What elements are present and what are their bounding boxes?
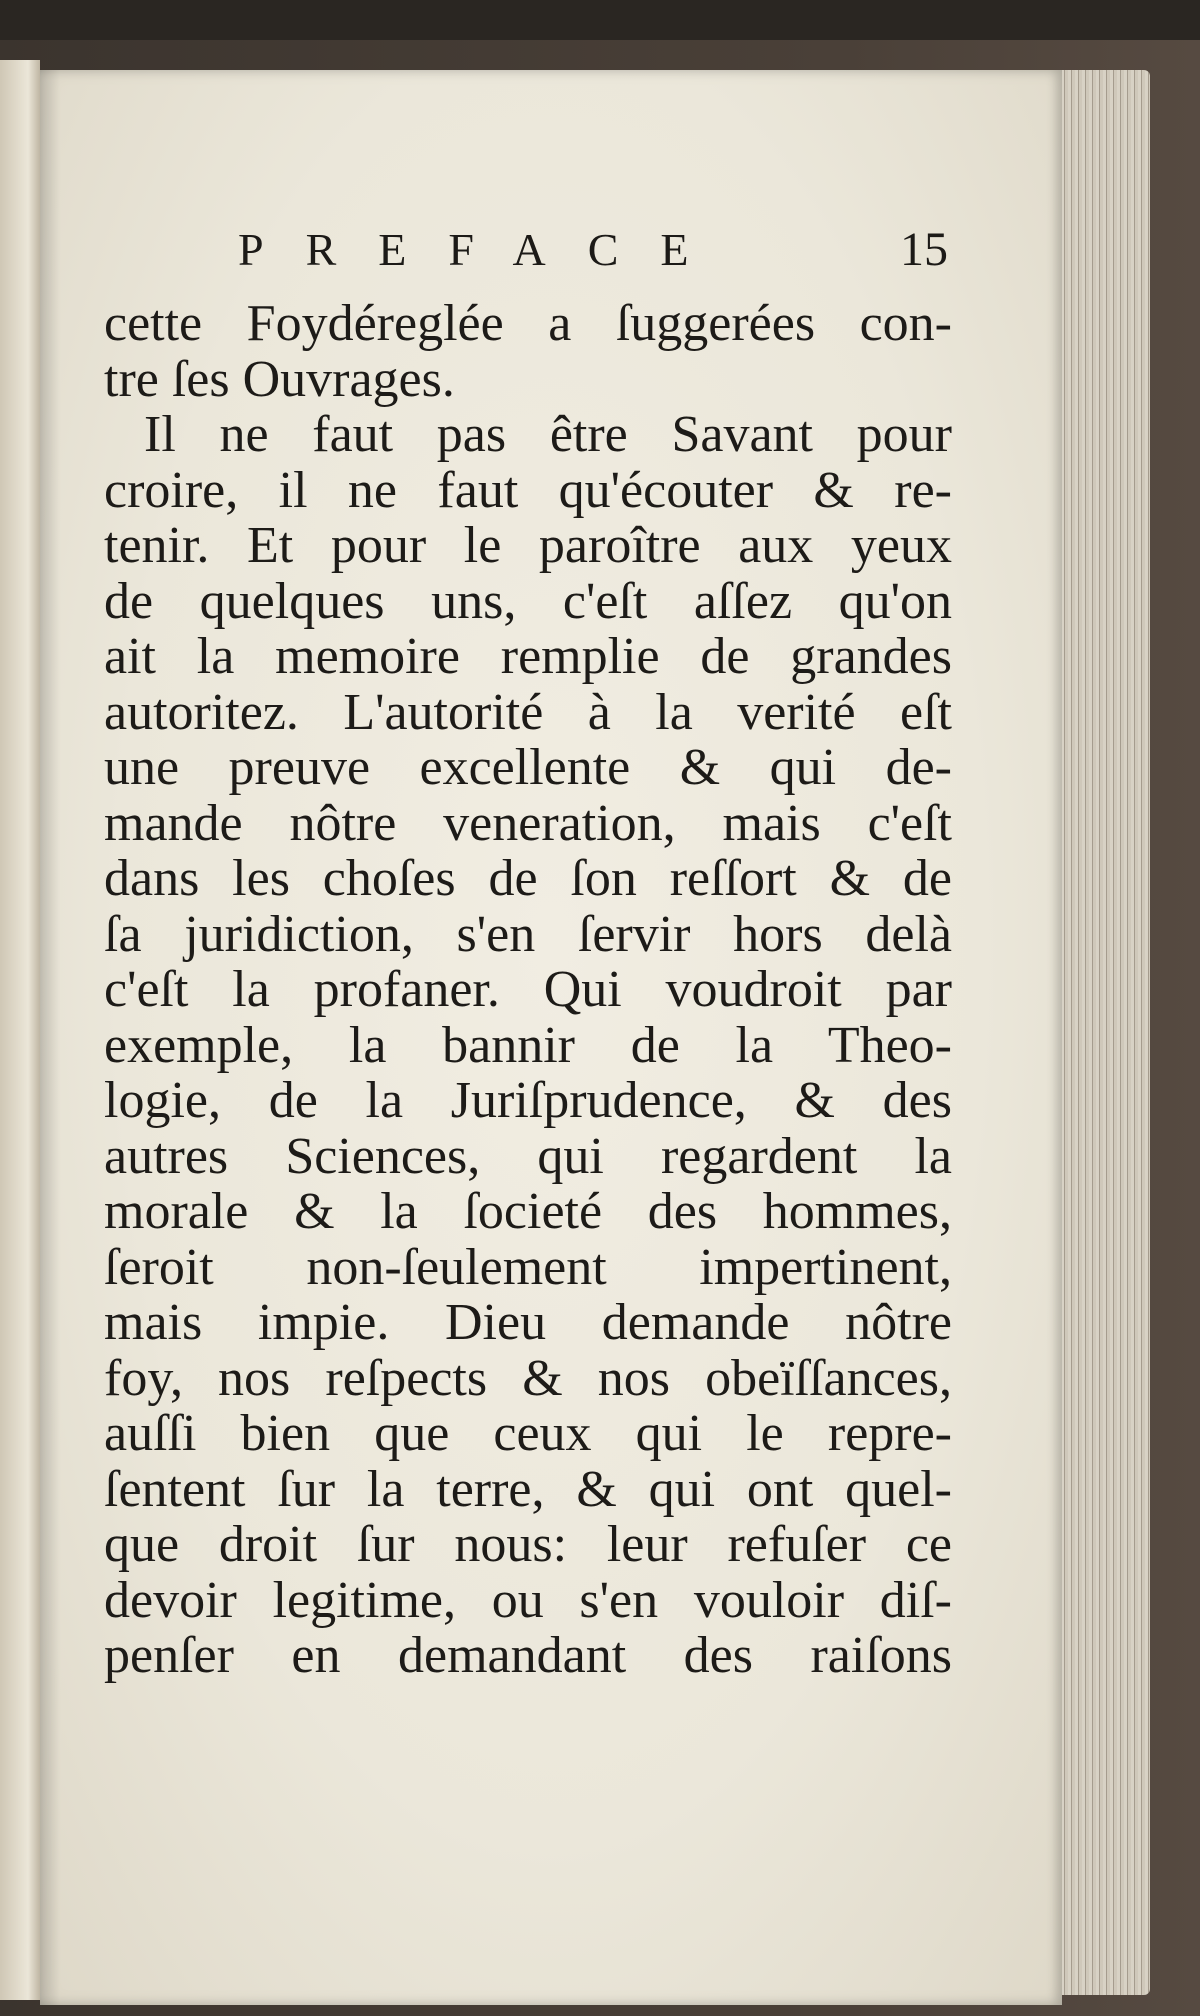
text-line: c'eſt la profaner. Qui voudroit par: [104, 962, 952, 1018]
text-line: croire, il ne faut qu'écouter & re-: [104, 462, 952, 518]
text-line: une preuve excellente & qui de-: [104, 740, 952, 796]
text-line: auſſi bien que ceux qui le repre-: [104, 1406, 952, 1462]
running-head-title: PREFACE: [238, 224, 731, 275]
text-line: penſer en demandant des raiſons: [104, 1628, 952, 1684]
text-line: de quelques uns, c'eſt aſſez qu'on: [104, 573, 952, 629]
text-line: logie, de la Juriſprudence, & des: [104, 1073, 952, 1129]
text-line: ſentent ſur la terre, & qui ont quel-: [104, 1461, 952, 1517]
text-line: Il ne faut pas être Savant pour: [144, 407, 952, 463]
text-line: exemple, la bannir de la Theo-: [104, 1017, 952, 1073]
text-line: autoritez. L'autorité à la verité eſt: [104, 684, 952, 740]
text-line: ſeroit non-ſeulement impertinent,: [104, 1239, 952, 1295]
text-line: dans les choſes de ſon reſſort & de: [104, 851, 952, 907]
text-line: mais impie. Dieu demande nôtre: [104, 1295, 952, 1351]
book-page: [40, 70, 1062, 2005]
page-number: 15: [900, 223, 948, 276]
text-line: ait la memoire remplie de grandes: [104, 629, 952, 685]
text-line: devoir legitime, ou s'en vouloir diſ-: [104, 1572, 952, 1628]
text-line: que droit ſur nous: leur refuſer ce: [104, 1517, 952, 1573]
running-head: [40, 210, 1062, 290]
text-line: morale & la ſocieté des hommes,: [104, 1184, 952, 1240]
text-line: autres Sciences, qui regardent la: [104, 1128, 952, 1184]
text-line: tre ſes Ouvrages.: [104, 351, 455, 407]
text-line: ſa juridiction, s'en ſervir hors delà: [104, 906, 952, 962]
text-line: mande nôtre veneration, mais c'eſt: [104, 795, 952, 851]
text-line: tenir. Et pour le paroître aux yeux: [104, 518, 952, 574]
text-line: foy, nos reſpects & nos obeïſſances,: [104, 1350, 952, 1406]
text-line: cette Foydéreglée a ſuggerées con-: [104, 296, 952, 352]
body-text: [104, 296, 952, 1684]
previous-page-edge: [0, 60, 40, 2000]
